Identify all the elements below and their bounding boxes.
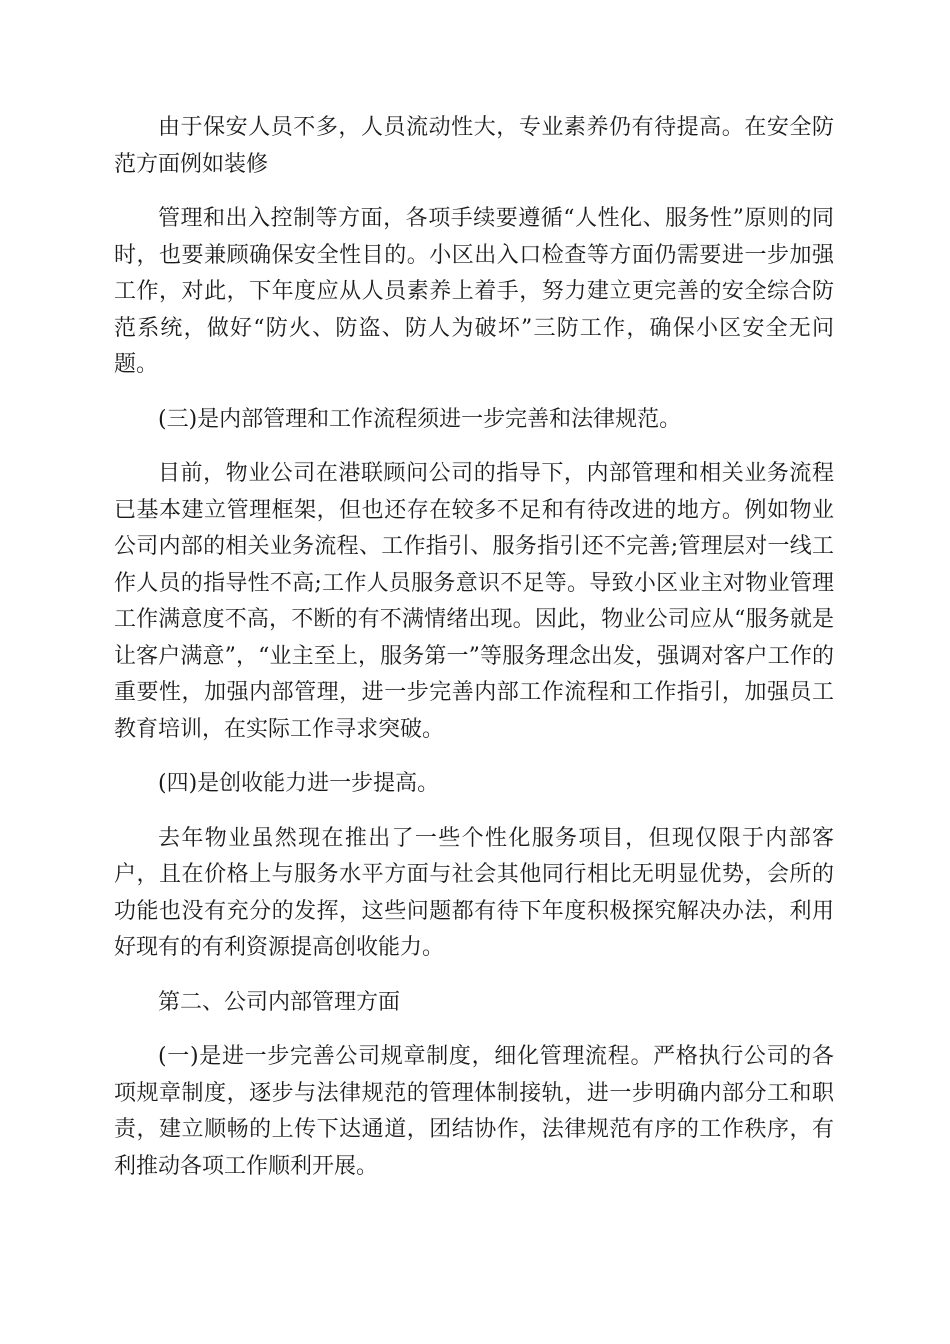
paragraph-rules-improvement: (一)是进一步完善公司规章制度，细化管理流程。严格执行公司的各项规章制度，逐步与法律规范的管理体制接轨，进一步明确内部分工和职责，建立顺畅的上传下达通道，团结协作，法律规范有序的工作秩序，有利推动各项工作顺利开展。 (114, 1044, 834, 1179)
section-heading-revenue: (四)是创收能力进一步提高。 (158, 771, 440, 796)
paragraph-current-status: 目前，物业公司在港联顾问公司的指导下，内部管理和相关业务流程已基本建立管理框架，但也还存在较多不足和有待改进的地方。例如物业公司内部的相关业务流程、工作指引、服务指引还不完善;管理层对一线工作人员的指导性不高;工作人员服务意识不足等。导致小区业主对物业管理工作满意度不高，不断的有不满情绪出现。因此，物业公司应从“服务就是让客户满意”，“业主至上，服务第一”等服务理念出发，强调对客户工作的重要性，加强内部管理，进一步完善内部工作流程和工作指引，加强员工教育培训，在实际工作寻求突破。 (114, 461, 834, 742)
paragraph-security-staff: 由于保安人员不多，人员流动性大，专业素养仍有待提高。在安全防范方面例如装修 (114, 115, 834, 177)
section-heading-company-management: 第二、公司内部管理方面 (158, 989, 401, 1015)
section-heading-internal-management: (三)是内部管理和工作流程须进一步完善和法律规范。 (158, 406, 682, 432)
paragraph-access-control: 管理和出入控制等方面，各项手续要遵循“人性化、服务性”原则的同时，也要兼顾确保安全性目的。小区出入口检查等方面仍需要进一步加强工作，对此，下年度应从人员素养上着手，努力建立更完善的安全综合防范系统，做好“防火、防盗、防人为破坏”三防工作，确保小区安全无问题。 (114, 206, 834, 377)
document-page (114, 110, 834, 1203)
paragraph-revenue-detail: 去年物业虽然现在推出了一些个性化服务项目，但现仅限于内部客户，且在价格上与服务水平方面与社会其他同行相比无明显优势，会所的功能也没有充分的发挥，这些问题都有待下年度积极探究解决办法，利用好现有的有利资源提高创收能力。 (114, 825, 834, 960)
